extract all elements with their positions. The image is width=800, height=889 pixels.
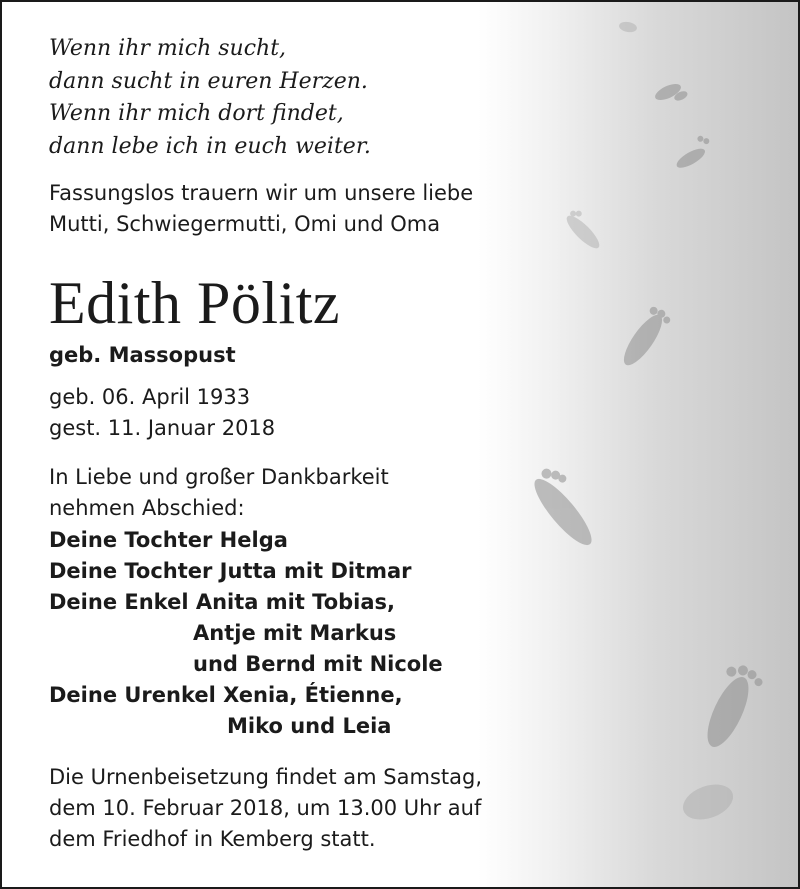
poem-line: dann lebe ich in euch weiter. <box>49 133 371 159</box>
funeral-line: Die Urnenbeisetzung findet am Samstag, <box>49 765 483 789</box>
poem-line: Wenn ihr mich sucht, <box>49 36 287 61</box>
mourners-list <box>49 525 443 742</box>
memorial-poem <box>49 33 371 163</box>
mourner-line: Deine Tochter Jutta mit Ditmar <box>49 559 412 583</box>
farewell-line: nehmen Abschied: <box>49 496 245 520</box>
farewell-intro <box>49 462 389 524</box>
funeral-line: dem Friedhof in Kemberg statt. <box>49 827 376 851</box>
birth-date: geb. 06. April 1933 <box>49 385 251 409</box>
poem-line: Wenn ihr mich dort findet, <box>49 101 344 126</box>
obituary-text <box>2 2 562 887</box>
mourner-line: Miko und Leia <box>227 714 392 738</box>
mourner-line: und Bernd mit Nicole <box>193 652 443 676</box>
mourner-line: Antje mit Markus <box>193 621 397 645</box>
poem-line: dann sucht in euren Herzen. <box>49 68 368 94</box>
maiden-name: geb. Massopust <box>49 343 236 367</box>
intro-line: Fassungslos trauern wir um unsere liebe <box>49 181 474 205</box>
death-date: gest. 11. Januar 2018 <box>49 416 276 440</box>
farewell-line: In Liebe und großer Dankbarkeit <box>49 465 389 489</box>
deceased-name: Edith Pölitz <box>49 270 340 336</box>
mourner-line: Deine Enkel Anita mit Tobias, <box>49 590 396 614</box>
intro-line: Mutti, Schwiegermutti, Omi und Oma <box>49 212 441 236</box>
intro-text <box>49 178 473 240</box>
funeral-line: dem 10. Februar 2018, um 13.00 Uhr auf <box>49 796 482 820</box>
life-dates <box>49 382 275 444</box>
mourner-line: Deine Tochter Helga <box>49 528 288 552</box>
funeral-info <box>49 762 482 855</box>
mourner-line: Deine Urenkel Xenia, Étienne, <box>49 683 403 707</box>
